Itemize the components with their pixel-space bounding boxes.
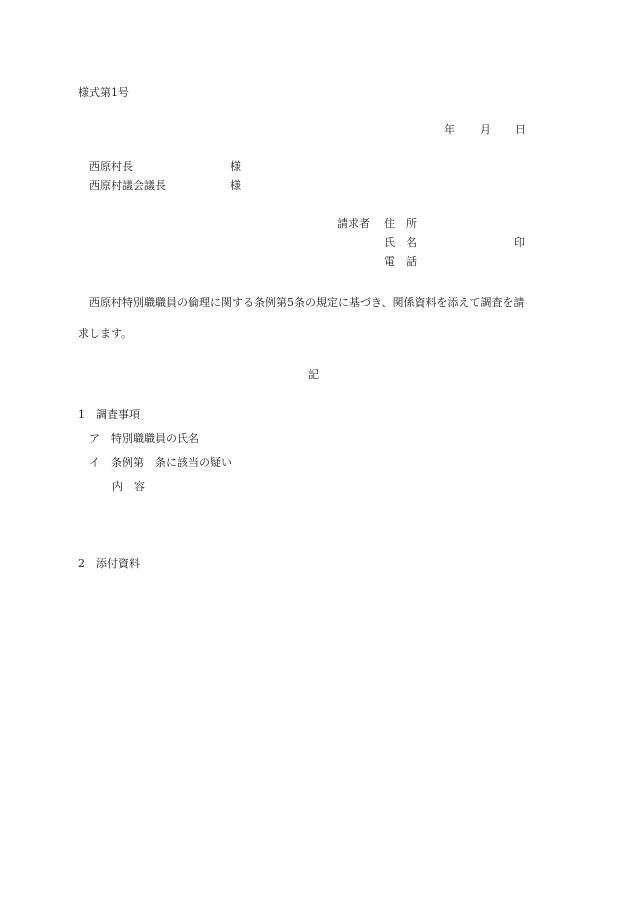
item-1-content-label: 内 容 bbox=[112, 480, 145, 493]
requester-label: 請求者 bbox=[337, 217, 370, 230]
addressee-mayor: 西原村長 bbox=[89, 160, 133, 173]
addressee-council-chair-honorific: 様 bbox=[230, 179, 241, 192]
date-day-label: 日 bbox=[515, 123, 526, 136]
request-body-line-2: 求します。 bbox=[78, 327, 133, 340]
ki-heading: 記 bbox=[308, 368, 319, 381]
form-number: 様式第1号 bbox=[78, 86, 129, 99]
requester-phone-label: 電 話 bbox=[384, 255, 417, 268]
item-1-sub-i: イ 条例第 条に該当の疑い bbox=[89, 456, 232, 469]
requester-address-label: 住 所 bbox=[384, 217, 417, 230]
addressee-mayor-honorific: 様 bbox=[230, 160, 241, 173]
item-1-heading: 1 調査事項 bbox=[78, 408, 140, 421]
date-year-label: 年 bbox=[444, 123, 455, 136]
requester-seal-mark: 印 bbox=[514, 236, 525, 249]
item-1-sub-a: ア 特別職職員の氏名 bbox=[89, 432, 199, 445]
item-2-heading: 2 添付資料 bbox=[78, 557, 140, 570]
requester-name-label: 氏 名 bbox=[384, 236, 417, 249]
addressee-council-chair: 西原村議会議長 bbox=[89, 179, 166, 192]
request-body-line-1: 西原村特別職職員の倫理に関する条例第5条の規定に基づき、関係資料を添えて調査を請 bbox=[89, 296, 525, 309]
date-month-label: 月 bbox=[480, 123, 491, 136]
